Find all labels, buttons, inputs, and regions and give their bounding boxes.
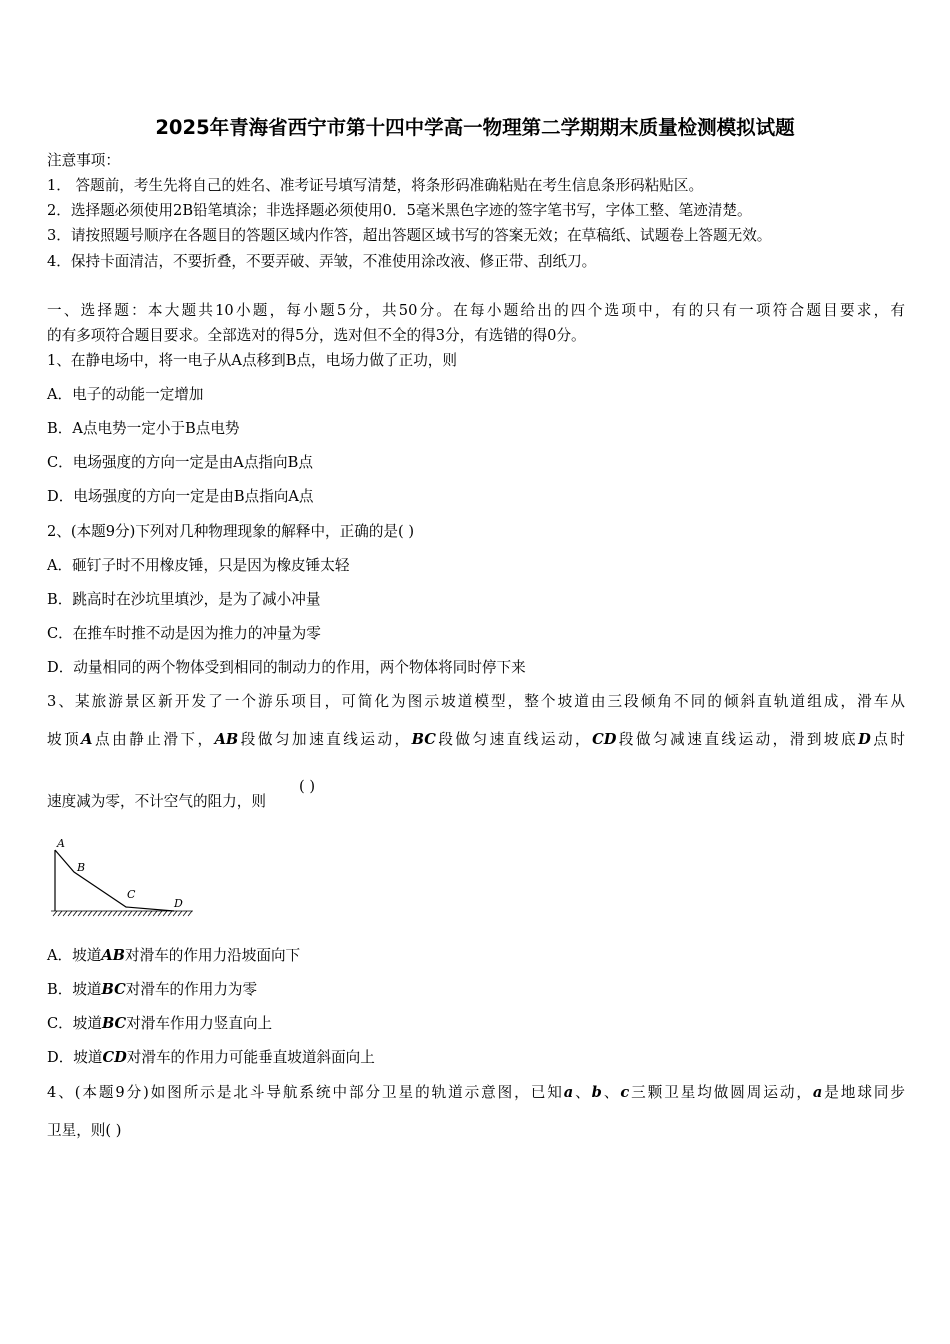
q3-option-b [47,980,257,1000]
q1-option-d: D．电场强度的方向一定是由B点指向A点 [47,488,314,505]
notice-heading: 注意事项： [47,152,120,169]
q3-text: 段做匀速直线运动， [435,731,593,748]
q3-text: 点由静止滑下， [92,731,215,748]
q3-text: 坡顶 [47,731,82,748]
q3-option-c [47,1014,272,1034]
q2-option-b: B．跳高时在沙坑里填沙，是为了减小冲量 [47,591,321,608]
option-text: 对滑车作用力竖直向上 [126,1015,273,1032]
section-intro-line-2: 的有多项符合题目要求。全部选对的得5分，选对但不全的得3分，有选错的得0分。 [47,327,586,344]
satellite-a-label: a [812,1084,823,1101]
q3-text: 段做匀加速直线运动， [238,731,412,748]
q3-stem-line-1: 3、某旅游景区新开发了一个游乐项目，可简化为图示坡道模型，整个坡道由三段倾角不同的倾斜直轨道组成，滑车从 [47,693,905,710]
option-text: C．坡道 [47,1015,102,1032]
q4-stem-line-1 [47,1083,905,1103]
q4-text: 是地球同步 [822,1084,905,1101]
segment-label: AB [101,947,125,964]
q2-stem: 2、(本题9分)下列对几种物理现象的解释中，正确的是( ) [47,523,415,540]
q3-text: 点时 [870,731,905,748]
label-b: B [77,861,86,874]
q4-text: 、 [601,1084,621,1101]
q3-text: 段做匀减速直线运动，滑到坡底 [616,731,859,748]
option-text: 对滑车的作用力沿坡面向下 [125,947,301,964]
satellite-b-label: b [591,1084,602,1101]
q1-option-b: B．A点电势一定小于B点电势 [47,420,240,437]
option-text: B．坡道 [47,981,102,998]
q3-segment-cd: CD [592,731,617,748]
option-text: D．坡道 [47,1049,103,1066]
q2-option-c: C．在推车时推不动是因为推力的冲量为零 [47,625,321,642]
slope-track [55,850,174,911]
q4-text: 4、(本题9分)如图所示是北斗导航系统中部分卫星的轨道示意图，已知 [47,1084,564,1101]
q3-option-a [47,946,300,966]
q1-option-c: C．电场强度的方向一定是由A点指向B点 [47,454,313,471]
slope-diagram [47,834,197,918]
segment-label: BC [101,1015,127,1032]
page-title: 2025年青海省西宁市第十四中学高一物理第二学期期末质量检测模拟试题 [155,116,795,139]
segment-label: CD [102,1049,127,1066]
option-text: A．坡道 [47,947,102,964]
notice-item-2: 2．选择题必须使用2B铅笔填涂；非选择题必须使用0．5毫米黑色字迹的签字笔书写，字体工整、笔迹清楚。 [47,202,752,219]
notice-item-3: 3．请按照题号顺序在各题目的答题区域内作答，超出答题区域书写的答案无效；在草稿纸、试题卷上答题无效。 [47,227,772,244]
q1-stem: 1、在静电场中，将一电子从A点移到B点，电场力做了正功，则 [47,352,457,369]
q3-point-a: A [81,731,93,748]
label-c: C [127,888,136,901]
option-text: 对滑车的作用力可能垂直坡道斜面向上 [126,1049,375,1066]
label-a: A [57,837,65,850]
q2-option-d: D．动量相同的两个物体受到相同的制动力的作用，两个物体将同时停下来 [47,659,526,676]
notice-item-1: 1． 答题前，考生先将自己的姓名、准考证号填写清楚，将条形码准确粘贴在考生信息条形码粘贴区。 [47,177,704,194]
q3-point-d: D [858,731,871,748]
q3-answer-paren: ( ) [299,778,316,795]
q3-segment-ab: AB [214,731,239,748]
q1-option-a: A．电子的动能一定增加 [47,386,204,403]
q4-text: 三颗卫星均做圆周运动， [629,1084,813,1101]
q4-text: 、 [573,1084,592,1101]
q3-stem-line-2 [47,730,905,750]
segment-label: BC [101,981,126,998]
satellite-c-label: c [620,1084,630,1101]
ground-hatching [51,911,193,916]
satellite-a-label: a [563,1084,574,1101]
notice-item-4: 4．保持卡面清洁，不要折叠，不要弄破、弄皱，不准使用涂改液、修正带、刮纸刀。 [47,253,597,270]
q3-segment-bc: BC [411,731,436,748]
label-d: D [174,897,183,910]
q3-stem-line-3: 速度减为零，不计空气的阻力，则 [47,793,266,810]
q2-option-a: A．砸钉子时不用橡皮锤，只是因为橡皮锤太轻 [47,557,350,574]
hatch-marks [53,911,192,916]
option-text: 对滑车的作用力为零 [125,981,258,998]
q4-stem-line-2: 卫星，则( ) [47,1122,122,1139]
section-intro-line-1: 一、选择题：本大题共10小题，每小题5分，共50分。在每小题给出的四个选项中，有的只有一项符合题目要求，有 [47,302,905,319]
q3-option-d [47,1048,375,1068]
